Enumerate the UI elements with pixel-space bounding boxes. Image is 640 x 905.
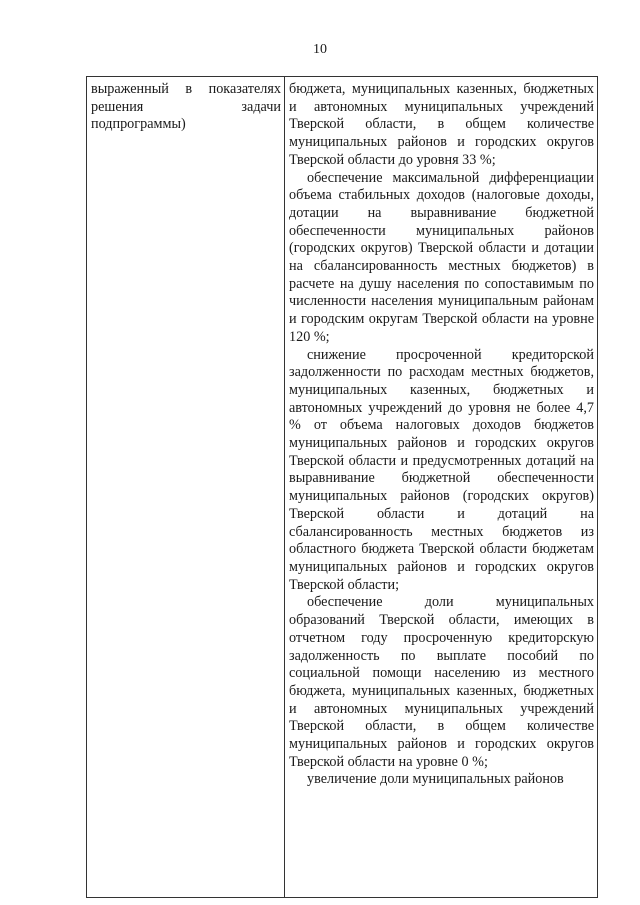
left-cell-text: выраженный в показателях решения задачи подпрограммы) bbox=[91, 81, 281, 133]
right-paragraph-4: обеспечение доли муниципальных образований Тверской области, имеющих в отчетном году просроченную кредиторскую задолженность по выплате пособий по социальной помощи населению из местного бюджета, муниципальных казенных, бюджетных и автономных муниципальных учреждений Тверской области, в общем количестве муниципальных районов и городских округов Тверской области на уровне 0 %; bbox=[289, 594, 594, 770]
right-paragraph-2: обеспечение максимальной дифференциации объема стабильных доходов (налоговые доходы, дотации на выравнивание бюджетной обеспеченности муниципальных районов (городских округов) Тверской области и дотации на сбалансированность местных бюджетов) в расчете на душу населения по сопоставимым по численности населения муниципальным районам и городским округам Тверской области на уровне 120 %; bbox=[289, 169, 594, 345]
subprogram-table bbox=[86, 76, 598, 898]
right-cell bbox=[285, 77, 598, 898]
table-row bbox=[87, 77, 598, 898]
left-cell bbox=[87, 77, 285, 898]
page-number: 10 bbox=[313, 42, 327, 57]
right-paragraph-1: бюджета, муниципальных казенных, бюджетных и автономных муниципальных учреждений Тверской области, в общем количестве муниципальных районов и городских округов Тверской области до уровня 33 %; bbox=[289, 81, 594, 168]
right-paragraph-5: увеличение доли муниципальных районов bbox=[307, 771, 564, 788]
right-paragraph-3: снижение просроченной кредиторской задолженности по расходам местных бюджетов, муниципальных казенных, бюджетных и автономных учреждений до уровня не более 4,7 % от объема налоговых доходов бюджетов муниципальных районов и городских округов Тверской области и предусмотренных дотаций на выравнивание бюджетной обеспеченности муниципальных районов (городских округов) Тверской области и дотаций на сбалансированность местных бюджетов из областного бюджета Тверской области бюджетам муниципальных районов и городских округов Тверской области; bbox=[289, 346, 594, 593]
